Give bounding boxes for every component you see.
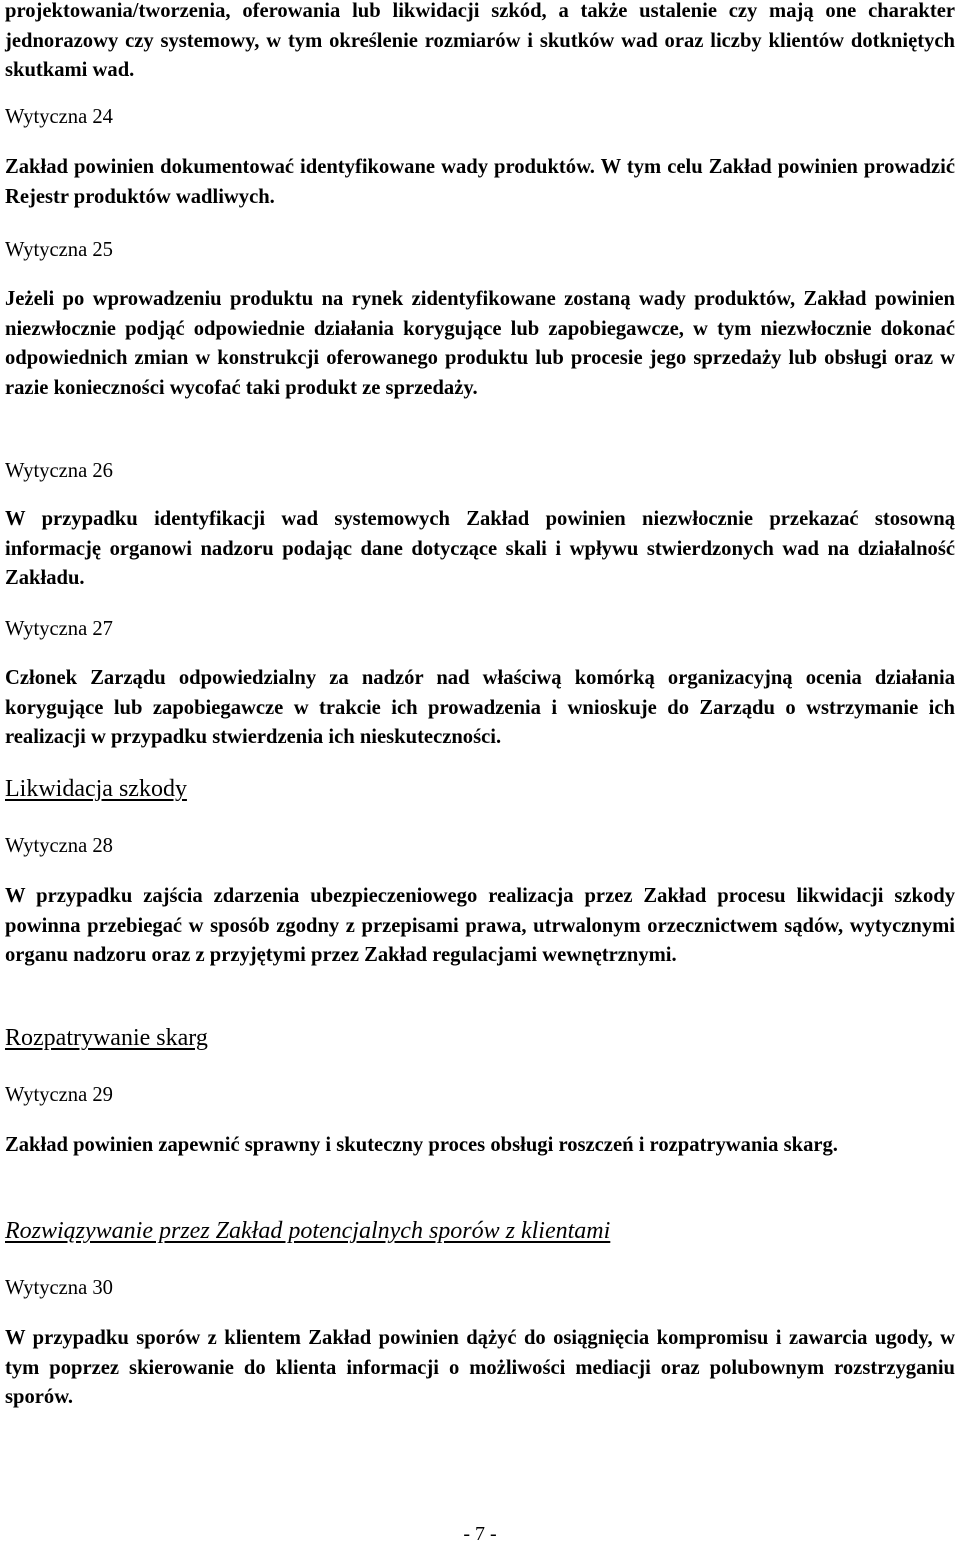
guideline-26-label: Wytyczna 26: [5, 460, 113, 482]
guideline-24-text: Zakład powinien dokumentować identyfikowane wady produktów. W tym celu Zakład powinien prowadzić Rejestr produktów wadliwych.: [5, 156, 955, 208]
guideline-28-text: W przypadku zajścia zdarzenia ubezpieczeniowego realizacja przez Zakład procesu likwidacji szkody powinna przebiegać w sposób zgodny z przepisami prawa, utrwalonym orzecznictwem sądów, wytycznymi organu nadzoru oraz z przyjętymi przez Zakład regulacjami wewnętrznymi.: [5, 885, 955, 966]
intro-paragraph: projektowania/tworzenia, oferowania lub likwidacji szkód, a także ustalenie czy mają one charakter jednorazowy czy systemowy, w tym określenie rozmiarów i skutków wad oraz liczby klientów dotkniętych skutkami wad.: [5, 0, 955, 81]
guideline-26-text: W przypadku identyfikacji wad systemowych Zakład powinien niezwłocznie przekazać stosowną informację organowi nadzoru podając dane dotyczące skali i wpływu stwierdzonych wad na działalność Zakładu.: [5, 508, 955, 589]
guideline-27-text: Członek Zarządu odpowiedzialny za nadzór nad właściwą komórką organizacyjną ocenia działania korygujące lub zapobiegawcze w trakcie ich prowadzenia i wnioskuje do Zarządu o wstrzymanie ich realizacji w przypadku stwierdzenia ich nieskuteczności.: [5, 667, 955, 748]
guideline-25-label: Wytyczna 25: [5, 239, 113, 261]
section-heading-rozwiazywanie-sporow: Rozwiązywanie przez Zakład potencjalnych sporów z klientami: [5, 1218, 611, 1244]
guideline-29-label: Wytyczna 29: [5, 1084, 113, 1106]
guideline-24-label: Wytyczna 24: [5, 106, 113, 128]
guideline-30-label: Wytyczna 30: [5, 1277, 113, 1299]
page-number: - 7 -: [463, 1523, 497, 1545]
section-heading-likwidacja-szkody: Likwidacja szkody: [5, 776, 187, 802]
guideline-25-text: Jeżeli po wprowadzeniu produktu na rynek zidentyfikowane zostaną wady produktów, Zakład powinien niezwłocznie podjąć odpowiednie działania korygujące lub zapobiegawcze, w tym niezwłocznie dokonać odpowiednich zmian w konstrukcji oferowanego produktu lub procesie jego sprzedaży lub obsługi oraz w razie konieczności wycofać taki produkt ze sprzedaży.: [5, 288, 955, 399]
guideline-28-label: Wytyczna 28: [5, 835, 113, 857]
guideline-30-text: W przypadku sporów z klientem Zakład powinien dążyć do osiągnięcia kompromisu i zawarcia ugody, w tym poprzez skierowanie do klienta informacji o możliwości mediacji oraz polubownym rozstrzyganiu sporów.: [5, 1327, 955, 1408]
section-heading-rozpatrywanie-skarg: Rozpatrywanie skarg: [5, 1025, 208, 1051]
guideline-27-label: Wytyczna 27: [5, 618, 113, 640]
guideline-29-text: Zakład powinien zapewnić sprawny i skuteczny proces obsługi roszczeń i rozpatrywania skarg.: [5, 1134, 838, 1156]
